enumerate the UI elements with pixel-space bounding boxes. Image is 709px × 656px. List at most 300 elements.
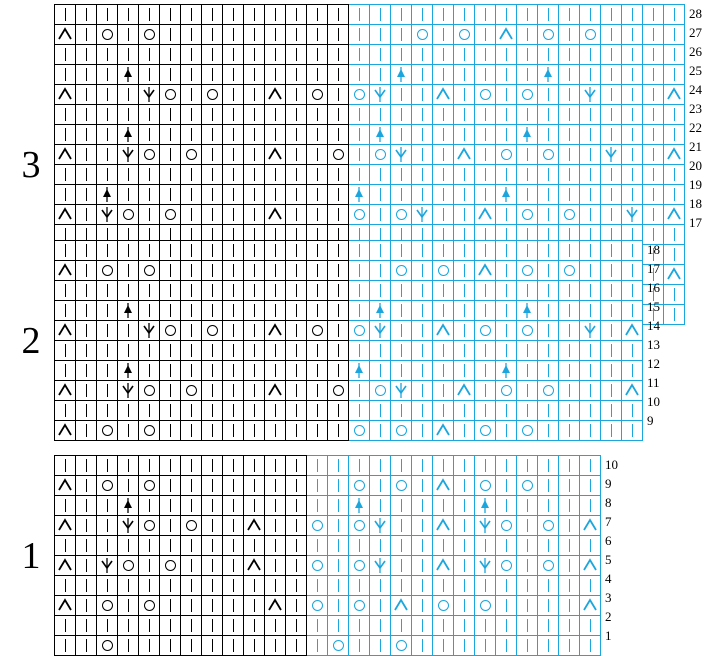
chart-cell xyxy=(391,636,412,656)
decrease-chevron-icon xyxy=(370,556,390,575)
chart-cell xyxy=(97,536,118,556)
double-decrease-icon xyxy=(538,65,558,84)
knit-stitch-icon xyxy=(601,125,621,144)
chart-cell xyxy=(517,596,538,616)
knit-stitch-icon xyxy=(664,285,684,304)
chart-cell xyxy=(601,361,622,381)
left-decrease-icon xyxy=(433,516,453,535)
chart-cell xyxy=(454,145,475,165)
decrease-chevron-icon xyxy=(118,381,138,400)
chart-cell xyxy=(307,381,328,401)
chart-cell xyxy=(664,265,685,285)
chart-cell xyxy=(244,476,265,496)
yarn-over-icon xyxy=(496,381,516,400)
chart-cell xyxy=(202,476,223,496)
chart-cell xyxy=(412,5,433,25)
knit-stitch-icon xyxy=(55,496,75,515)
knit-stitch-icon xyxy=(391,516,411,535)
chart-cell xyxy=(454,321,475,341)
knit-stitch-icon xyxy=(244,241,264,260)
knit-stitch-icon xyxy=(454,456,474,475)
chart-cell xyxy=(55,261,76,281)
chart-cell xyxy=(475,321,496,341)
knit-stitch-icon xyxy=(202,205,222,224)
knit-stitch-icon xyxy=(664,305,684,324)
chart-cell xyxy=(517,205,538,225)
chart-cell xyxy=(370,381,391,401)
yarn-over-icon xyxy=(349,205,369,224)
chart-cell xyxy=(580,556,601,576)
yarn-over-icon xyxy=(496,145,516,164)
chart-cell xyxy=(286,65,307,85)
knit-stitch-icon xyxy=(454,45,474,64)
chart-cell xyxy=(454,301,475,321)
chart-cell xyxy=(244,301,265,321)
knit-stitch-icon xyxy=(202,496,222,515)
chart-cell xyxy=(559,65,580,85)
knit-stitch-icon xyxy=(223,321,243,340)
chart-cell xyxy=(538,576,559,596)
knit-stitch-icon xyxy=(538,421,558,440)
knit-stitch-icon xyxy=(454,321,474,340)
knit-stitch-icon xyxy=(181,241,201,260)
chart-row xyxy=(55,85,685,105)
yarn-over-icon xyxy=(307,321,327,340)
knit-stitch-icon xyxy=(244,361,264,380)
chart-cell xyxy=(160,45,181,65)
yarn-over-icon xyxy=(517,321,537,340)
knit-stitch-icon xyxy=(580,401,600,420)
chart-cell xyxy=(328,25,349,45)
chart-cell xyxy=(223,165,244,185)
chart-cell xyxy=(433,65,454,85)
chart-cell xyxy=(139,125,160,145)
knit-stitch-icon xyxy=(244,616,264,635)
chart-cell xyxy=(328,361,349,381)
chart-cell xyxy=(349,145,370,165)
chart-cell xyxy=(118,556,139,576)
chart-cell xyxy=(496,576,517,596)
knit-stitch-icon xyxy=(307,205,327,224)
knit-stitch-icon xyxy=(181,25,201,44)
yarn-over-icon xyxy=(328,145,348,164)
chart-cell xyxy=(349,5,370,25)
chart-cell xyxy=(265,636,286,656)
knit-stitch-icon xyxy=(286,596,306,615)
chart-cell xyxy=(454,476,475,496)
chart-cell xyxy=(475,145,496,165)
double-decrease-icon xyxy=(118,361,138,380)
knit-stitch-icon xyxy=(391,576,411,595)
knit-stitch-icon xyxy=(307,536,327,555)
chart-cell xyxy=(475,85,496,105)
chart-cell xyxy=(349,401,370,421)
chart-cell xyxy=(118,105,139,125)
chart-cell xyxy=(643,105,664,125)
knit-stitch-icon xyxy=(643,125,663,144)
yarn-over-icon xyxy=(307,85,327,104)
knit-stitch-icon xyxy=(454,496,474,515)
knit-stitch-icon xyxy=(580,476,600,495)
chart-cell xyxy=(76,145,97,165)
knit-stitch-icon xyxy=(307,241,327,260)
chart-cell xyxy=(223,401,244,421)
chart-cell xyxy=(601,105,622,125)
chart-cell xyxy=(664,105,685,125)
chart-cell xyxy=(349,381,370,401)
chart-cell xyxy=(517,85,538,105)
knit-stitch-icon xyxy=(307,341,327,360)
knit-stitch-icon xyxy=(496,421,516,440)
chart-cell xyxy=(202,165,223,185)
chart-cell xyxy=(433,361,454,381)
chart-cell xyxy=(664,45,685,65)
chart-cell xyxy=(517,185,538,205)
knit-stitch-icon xyxy=(349,456,369,475)
chart-cell xyxy=(181,576,202,596)
knit-stitch-icon xyxy=(265,456,285,475)
knit-stitch-icon xyxy=(412,321,432,340)
chart-cell xyxy=(223,85,244,105)
left-decrease-icon xyxy=(664,145,684,164)
knit-stitch-icon xyxy=(580,576,600,595)
knit-stitch-icon xyxy=(580,125,600,144)
chart-cell xyxy=(181,145,202,165)
decrease-chevron-icon xyxy=(370,321,390,340)
knit-stitch-icon xyxy=(454,85,474,104)
knit-stitch-icon xyxy=(601,301,621,320)
chart-cell xyxy=(454,496,475,516)
chart-cell xyxy=(244,241,265,261)
chart-cell xyxy=(328,556,349,576)
chart-cell xyxy=(454,401,475,421)
yarn-over-icon xyxy=(475,476,495,495)
knit-stitch-icon xyxy=(412,45,432,64)
chart-cell xyxy=(76,205,97,225)
chart-cell xyxy=(97,496,118,516)
knit-stitch-icon xyxy=(622,125,642,144)
knit-stitch-icon xyxy=(643,65,663,84)
row-number: 24 xyxy=(689,82,702,97)
chart-cell xyxy=(412,241,433,261)
knit-stitch-icon xyxy=(202,281,222,300)
chart-cell xyxy=(349,456,370,476)
knit-stitch-icon xyxy=(454,5,474,24)
chart-cell xyxy=(349,105,370,125)
knit-stitch-icon xyxy=(370,165,390,184)
knit-stitch-icon xyxy=(286,105,306,124)
knit-stitch-icon xyxy=(391,105,411,124)
chart-cell xyxy=(538,85,559,105)
knit-stitch-icon xyxy=(601,45,621,64)
yarn-over-icon xyxy=(97,636,117,655)
chart-cell xyxy=(580,516,601,536)
knit-stitch-icon xyxy=(265,261,285,280)
chart-cell xyxy=(454,616,475,636)
chart-cell xyxy=(76,456,97,476)
left-decrease-icon xyxy=(55,205,75,224)
knit-stitch-icon xyxy=(76,496,96,515)
knit-stitch-icon xyxy=(475,361,495,380)
knit-stitch-icon xyxy=(55,281,75,300)
chart-cell xyxy=(328,636,349,656)
chart-cell xyxy=(286,476,307,496)
chart-cell xyxy=(496,45,517,65)
chart-cell xyxy=(433,616,454,636)
knit-stitch-icon xyxy=(286,261,306,280)
yarn-over-icon xyxy=(475,85,495,104)
chart-row xyxy=(55,125,685,145)
yarn-over-icon xyxy=(307,596,327,615)
chart-cell xyxy=(454,361,475,381)
chart-cell xyxy=(97,516,118,536)
knit-stitch-icon xyxy=(286,5,306,24)
knit-stitch-icon xyxy=(580,536,600,555)
knit-stitch-icon xyxy=(139,401,159,420)
yarn-over-icon xyxy=(475,596,495,615)
knit-stitch-icon xyxy=(580,381,600,400)
chart-cell xyxy=(601,45,622,65)
knit-stitch-icon xyxy=(370,476,390,495)
knit-stitch-icon xyxy=(286,165,306,184)
knit-stitch-icon xyxy=(370,421,390,440)
chart-cell xyxy=(412,476,433,496)
chart-cell xyxy=(160,25,181,45)
chart-cell xyxy=(559,361,580,381)
chart-cell xyxy=(559,616,580,636)
knit-stitch-icon xyxy=(76,341,96,360)
chart-cell xyxy=(160,301,181,321)
chart-cell xyxy=(622,361,643,381)
chart-cell xyxy=(475,165,496,185)
knit-stitch-icon xyxy=(139,576,159,595)
knit-stitch-icon xyxy=(55,341,75,360)
chart-cell xyxy=(76,241,97,261)
knit-stitch-icon xyxy=(496,65,516,84)
chart-cell xyxy=(265,596,286,616)
knit-stitch-icon xyxy=(181,616,201,635)
knit-stitch-icon xyxy=(223,261,243,280)
chart-cell xyxy=(223,596,244,616)
chart-cell xyxy=(328,301,349,321)
knit-stitch-icon xyxy=(601,165,621,184)
chart-cell xyxy=(538,536,559,556)
chart-cell xyxy=(160,65,181,85)
chart-cell xyxy=(118,25,139,45)
knit-stitch-icon xyxy=(496,261,516,280)
chart-cell xyxy=(475,556,496,576)
chart-cell xyxy=(496,496,517,516)
knit-stitch-icon xyxy=(454,165,474,184)
chart-cell xyxy=(265,381,286,401)
chart-row xyxy=(55,261,643,281)
knit-stitch-icon xyxy=(412,165,432,184)
knit-stitch-icon xyxy=(328,496,348,515)
chart-cell xyxy=(370,341,391,361)
chart-cell xyxy=(601,261,622,281)
row-number: 1 xyxy=(605,628,612,643)
knit-stitch-icon xyxy=(496,576,516,595)
chart-cell xyxy=(55,556,76,576)
chart-cell xyxy=(622,45,643,65)
chart-cell xyxy=(391,125,412,145)
knit-stitch-icon xyxy=(496,476,516,495)
yarn-over-icon xyxy=(580,25,600,44)
knit-stitch-icon xyxy=(118,456,138,475)
chart-cell xyxy=(97,421,118,441)
chart-cell xyxy=(517,421,538,441)
chart-cell xyxy=(76,261,97,281)
knit-stitch-icon xyxy=(265,25,285,44)
knit-stitch-icon xyxy=(370,496,390,515)
knit-stitch-icon xyxy=(412,301,432,320)
knit-stitch-icon xyxy=(538,261,558,280)
chart-cell xyxy=(265,45,286,65)
chart-cell xyxy=(433,636,454,656)
knit-stitch-icon xyxy=(181,401,201,420)
yarn-over-icon xyxy=(97,25,117,44)
chart-cell xyxy=(517,145,538,165)
chart-cell xyxy=(538,45,559,65)
knit-stitch-icon xyxy=(475,301,495,320)
chart-cell xyxy=(307,145,328,165)
knit-stitch-icon xyxy=(412,145,432,164)
knit-stitch-icon xyxy=(223,125,243,144)
chart-cell xyxy=(559,25,580,45)
chart-cell xyxy=(517,105,538,125)
chart-cell xyxy=(496,65,517,85)
chart-cell xyxy=(181,556,202,576)
knit-stitch-icon xyxy=(223,205,243,224)
knit-stitch-icon xyxy=(370,45,390,64)
chart-cell xyxy=(622,205,643,225)
knit-stitch-icon xyxy=(475,25,495,44)
chart-cell xyxy=(454,261,475,281)
knit-stitch-icon xyxy=(223,536,243,555)
chart-cell xyxy=(370,145,391,165)
chart-cell xyxy=(559,536,580,556)
knit-stitch-icon xyxy=(160,45,180,64)
knit-stitch-icon xyxy=(538,401,558,420)
chart-cell xyxy=(475,636,496,656)
chart-cell xyxy=(118,616,139,636)
chart-cell xyxy=(286,516,307,536)
knit-stitch-icon xyxy=(202,65,222,84)
knit-stitch-icon xyxy=(580,301,600,320)
left-decrease-icon xyxy=(265,145,285,164)
chart-cell xyxy=(475,281,496,301)
chart-cell xyxy=(265,241,286,261)
chart-cell xyxy=(580,25,601,45)
knit-stitch-icon xyxy=(97,241,117,260)
chart-cell xyxy=(580,261,601,281)
chart-cell xyxy=(559,301,580,321)
chart-cell xyxy=(181,241,202,261)
knit-stitch-icon xyxy=(391,281,411,300)
knit-stitch-icon xyxy=(76,616,96,635)
chart-cell xyxy=(202,421,223,441)
knit-stitch-icon xyxy=(517,165,537,184)
chart-cell xyxy=(538,516,559,536)
chart-cell xyxy=(496,536,517,556)
knit-stitch-icon xyxy=(328,281,348,300)
chart-cell xyxy=(76,496,97,516)
knit-stitch-icon xyxy=(244,301,264,320)
chart-cell xyxy=(265,261,286,281)
chart-cell xyxy=(181,361,202,381)
chart-cell xyxy=(223,205,244,225)
knit-stitch-icon xyxy=(265,281,285,300)
knit-stitch-icon xyxy=(622,401,642,420)
chart-cell xyxy=(181,185,202,205)
chart-cell xyxy=(307,401,328,421)
row-number: 15 xyxy=(647,299,660,314)
chart-cell xyxy=(496,125,517,145)
yarn-over-icon xyxy=(139,596,159,615)
knit-stitch-icon xyxy=(370,261,390,280)
chart-cell xyxy=(412,205,433,225)
chart-cell xyxy=(97,45,118,65)
chart-cell xyxy=(601,85,622,105)
chart-cell xyxy=(139,556,160,576)
chart-cell xyxy=(265,516,286,536)
knit-stitch-icon xyxy=(580,261,600,280)
chart-cell xyxy=(496,401,517,421)
knit-stitch-icon xyxy=(349,261,369,280)
left-decrease-icon xyxy=(55,421,75,440)
knit-stitch-icon xyxy=(559,5,579,24)
left-decrease-icon xyxy=(55,516,75,535)
left-decrease-icon xyxy=(244,556,264,575)
chart-cell xyxy=(538,361,559,381)
knit-stitch-icon xyxy=(76,105,96,124)
chart-cell xyxy=(118,5,139,25)
knit-stitch-icon xyxy=(223,421,243,440)
knit-stitch-icon xyxy=(160,381,180,400)
knit-stitch-icon xyxy=(328,241,348,260)
knit-stitch-icon xyxy=(517,496,537,515)
chart-cell xyxy=(433,421,454,441)
knit-stitch-icon xyxy=(454,125,474,144)
chart-cell xyxy=(370,456,391,476)
chart-cell xyxy=(202,185,223,205)
chart-cell xyxy=(160,496,181,516)
knit-stitch-icon xyxy=(223,381,243,400)
chart-cell xyxy=(433,496,454,516)
chart-cell xyxy=(160,261,181,281)
chart-cell xyxy=(76,125,97,145)
chart-cell xyxy=(118,145,139,165)
knit-stitch-icon xyxy=(412,125,432,144)
knit-stitch-icon xyxy=(286,125,306,144)
chart-cell xyxy=(370,261,391,281)
knit-stitch-icon xyxy=(76,125,96,144)
knit-stitch-icon xyxy=(517,65,537,84)
chart-cell xyxy=(223,496,244,516)
knit-stitch-icon xyxy=(118,321,138,340)
chart-cell xyxy=(139,65,160,85)
knit-stitch-icon xyxy=(286,281,306,300)
knit-stitch-icon xyxy=(412,281,432,300)
knit-stitch-icon xyxy=(370,241,390,260)
chart-cell xyxy=(244,421,265,441)
knit-stitch-icon xyxy=(496,45,516,64)
chart-cell xyxy=(118,281,139,301)
knit-stitch-icon xyxy=(97,105,117,124)
knit-stitch-icon xyxy=(517,536,537,555)
chart-cell xyxy=(580,5,601,25)
chart-cell xyxy=(412,125,433,145)
